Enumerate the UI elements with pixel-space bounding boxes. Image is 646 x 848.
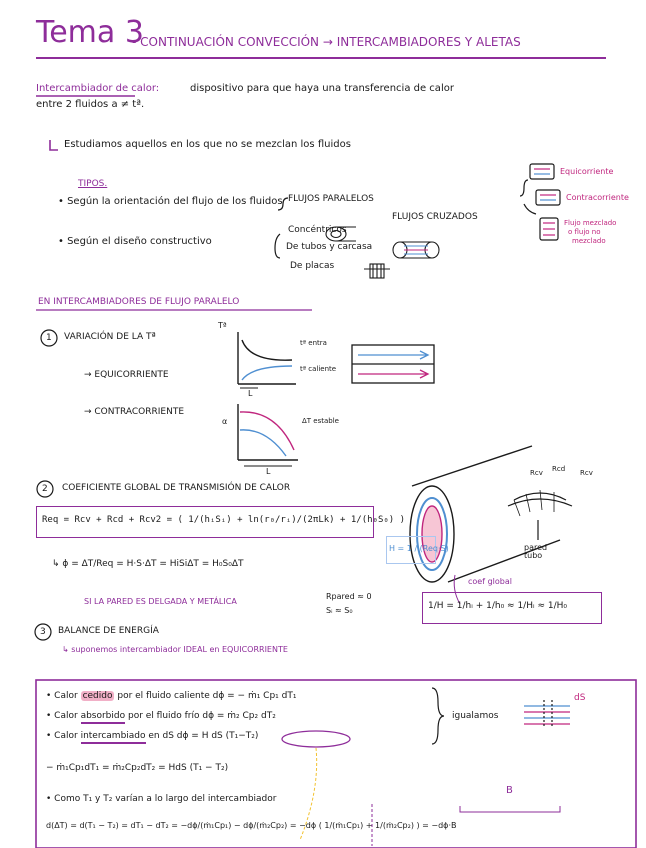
item1-number: 1 bbox=[46, 333, 52, 343]
thin-condition-2: Sᵢ ≈ S₀ bbox=[326, 606, 353, 615]
label-alpha: α bbox=[222, 417, 228, 426]
label-delta-estable: ΔT estable bbox=[302, 417, 339, 425]
section-paralelo-heading: EN INTERCAMBIADORES DE FLUJO PARALELO bbox=[38, 297, 240, 307]
option-tubos-carcasa: De tubos y carcasa bbox=[286, 242, 373, 252]
item3-title: BALANCE DE ENERGÍA bbox=[58, 626, 159, 636]
wall-detail bbox=[508, 490, 572, 540]
coef-global-label: coef global bbox=[468, 577, 512, 586]
igualamos-label: igualamos bbox=[452, 711, 499, 721]
plate-exchanger-icon bbox=[364, 264, 390, 278]
phi-equation: ↳ ϕ = ΔT/Req = H·S·ΔT = HiSiΔT = H₀S₀ΔT bbox=[52, 559, 244, 569]
title-big: Tema 3 bbox=[36, 15, 144, 50]
tipos-item-design: • Según el diseño constructivo bbox=[58, 236, 212, 247]
shell-tube-icon bbox=[393, 242, 439, 258]
option-flujos-cruzados: FLUJOS CRUZADOS bbox=[392, 212, 478, 222]
equicorriente-icon bbox=[530, 164, 554, 179]
h-definition: H = 1 / (Req·S) bbox=[389, 544, 449, 553]
ds-label: dS bbox=[574, 693, 586, 703]
r-label-1: Rcv bbox=[530, 469, 543, 477]
balance-line-3: • Calor intercambiado en dS dϕ = H dS (T₁−T₂) bbox=[46, 732, 258, 741]
final-equation: d(ΔT) = d(T₁ − T₂) = dT₁ − dT₂ = −dϕ/(ṁ₁Cp₁) − dϕ/(ṁ₂Cp₂) = −dϕ ( 1/(ṁ₁Cp₁) + 1/(ṁ₂Cp₂) ) = −dϕ·B bbox=[46, 821, 457, 830]
b-label: B bbox=[506, 785, 513, 796]
thin-wall-note: SI LA PARED ES DELGADA Y METÁLICA bbox=[84, 597, 237, 606]
option-placas: De placas bbox=[290, 261, 335, 271]
title-rest: - CONTINUACIÓN CONVECCIÓN → INTERCAMBIADORES Y ALETAS bbox=[132, 35, 521, 49]
item3-note: ↳ suponemos intercambiador IDEAL en EQUICORRIENTE bbox=[62, 645, 288, 654]
tipos-item-orientation: • Según la orientación del flujo de los fluidos bbox=[58, 196, 283, 207]
item1-title: VARIACIÓN DE LA Tª bbox=[64, 332, 156, 342]
axis-t-label: Tª bbox=[218, 321, 227, 330]
parallel-flow-box bbox=[352, 345, 434, 383]
varian-line: • Como T₁ y T₂ varían a lo largo del intercambiador bbox=[46, 794, 277, 804]
option-concentricos: Concéntricos bbox=[288, 225, 347, 235]
label-equicorriente: Equicorriente bbox=[560, 167, 614, 176]
intro-definition-2: entre 2 fluidos a ≠ tª. bbox=[36, 99, 145, 110]
label-flujo-mezclado: Flujo mezclado bbox=[564, 219, 617, 227]
option-flujos-paralelos: FLUJOS PARALELOS bbox=[288, 194, 374, 204]
equicorriente-graph bbox=[238, 332, 296, 388]
intro-note: Estudiamos aquellos en los que no se mezclan los fluidos bbox=[64, 139, 351, 150]
tipos-heading: TIPOS. bbox=[78, 179, 108, 189]
r-label-3: Rcv bbox=[580, 469, 593, 477]
req-equation: Req = Rcv + Rcd + Rcv2 = ( 1/(hᵢSᵢ) + ln(r₀/rᵢ)/(2πLk) + 1/(h₀S₀) ) bbox=[42, 515, 406, 525]
label-mezclado: mezclado bbox=[572, 237, 606, 245]
pared-label: pared tubo bbox=[524, 543, 548, 560]
label-caliente: tª caliente bbox=[300, 365, 337, 373]
balance-line-1: • Calor cedido por el fluido caliente dϕ = − ṁ₁ Cp₁ dT₁ bbox=[46, 691, 297, 701]
axis-l-label-2: L bbox=[266, 467, 271, 476]
item2-number: 2 bbox=[42, 484, 48, 494]
item2-title: COEFICIENTE GLOBAL DE TRANSMISIÓN DE CALOR bbox=[62, 483, 291, 493]
intro-definition-1: dispositivo para que haya una transferencia de calor bbox=[190, 83, 454, 94]
label-entra: tª entra bbox=[300, 339, 327, 347]
r-label-2: Rcd bbox=[552, 465, 566, 473]
ds-element-icon bbox=[524, 700, 570, 728]
combined-equation: − ṁ₁Cp₁dT₁ = ṁ₂Cp₂dT₂ = HdS (T₁ − T₂) bbox=[46, 763, 229, 773]
item1-equicorriente: → EQUICORRIENTE bbox=[84, 370, 169, 380]
intro-term: Intercambiador de calor: bbox=[36, 83, 160, 94]
thin-condition-1: Rpared ≈ 0 bbox=[326, 592, 372, 601]
coef-equation: 1/H = 1/hᵢ + 1/h₀ ≈ 1/Hᵢ ≈ 1/H₀ bbox=[428, 601, 567, 611]
contracorriente-graph bbox=[238, 404, 298, 466]
item3-number: 3 bbox=[40, 627, 46, 637]
balance-line-2: • Calor absorbido por el fluido frío dϕ = ṁ₂ Cp₂ dT₂ bbox=[46, 712, 276, 721]
axis-l-label-1: L bbox=[248, 389, 253, 398]
contracorriente-icon bbox=[536, 190, 560, 205]
item1-contracorriente: → CONTRACORRIENTE bbox=[84, 407, 185, 417]
label-o-flujo-no: o flujo no bbox=[568, 228, 601, 236]
flujo-mezclado-icon bbox=[540, 218, 558, 240]
label-contracorriente: Contracorriente bbox=[566, 193, 629, 202]
